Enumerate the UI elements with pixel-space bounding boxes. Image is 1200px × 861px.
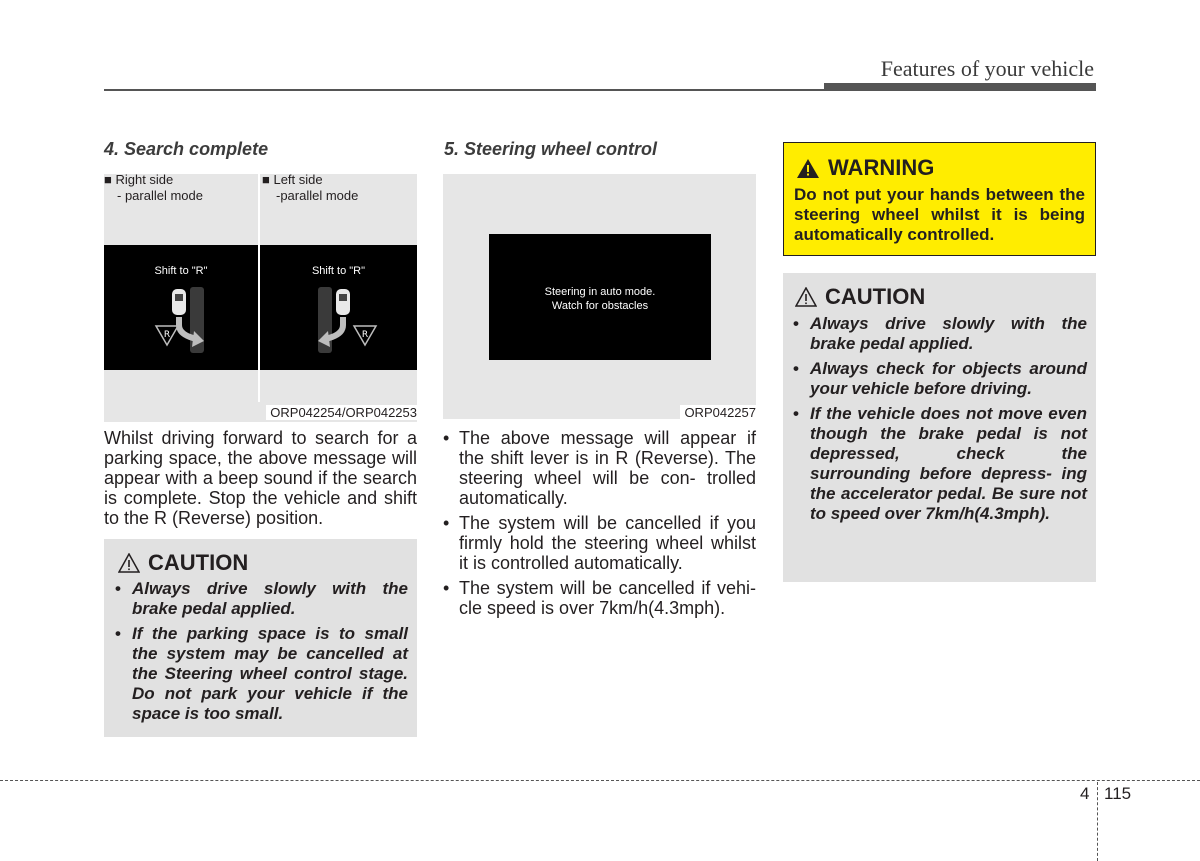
right-side-sub: - parallel mode — [117, 188, 203, 203]
left-side-label: ■ Left side — [262, 172, 323, 187]
caution-box-right — [783, 273, 1096, 582]
warning-text: Do not put your hands between the steering wheel whilst it is being automatically controlled. — [794, 185, 1085, 244]
screen-message: Shift to "R" — [154, 265, 208, 277]
caution-title — [118, 550, 248, 576]
caution-box-left — [104, 539, 417, 737]
caution-item: • Always drive slowly with the brake pedal applied. — [793, 314, 1087, 354]
warning-box — [783, 142, 1096, 256]
reverse-gear-icon — [154, 323, 180, 347]
left-side-sub: -parallel mode — [276, 188, 359, 203]
header-rule — [104, 89, 1096, 91]
footer-vertical-rule — [1097, 782, 1098, 861]
figure-label-left-side — [262, 172, 412, 204]
warning-title-text: WARNING — [828, 155, 935, 180]
chapter-number: 4 — [1080, 784, 1090, 803]
caution-item: • If the parking space is to small the system may be cancelled at the Steering wheel control stage. Do not park your vehicle if the space is too small. — [115, 624, 408, 724]
figure-steering-wheel-control — [443, 174, 756, 419]
caution-item: • Always drive slowly with the brake pedal applied. — [115, 579, 408, 619]
warning-title — [796, 155, 934, 181]
list-item: • The system will be cancelled if vehi- cle speed is over 7km/h(4.3mph). — [443, 578, 756, 618]
caution-title-text: CAUTION — [825, 284, 926, 309]
figure-search-complete — [104, 174, 417, 422]
caution-list — [793, 314, 1087, 529]
figure-label-right-side — [104, 172, 254, 204]
caution-item: • Always check for objects around your vehicle before driving. — [793, 359, 1087, 399]
display-screen-left — [260, 245, 417, 370]
page-number: 115 — [1104, 784, 1132, 803]
screen-line-2: Watch for obstacles — [551, 300, 649, 312]
caution-title-text: CAUTION — [148, 550, 249, 575]
right-side-label: ■ Right side — [104, 172, 174, 187]
figure-code: ORP042257 — [680, 405, 756, 420]
screen-message: Shift to "R" — [311, 265, 366, 277]
body-paragraph: Whilst driving forward to search for a parking space, the above message will appear with a beep sound if the search is complete. Stop the vehicle and shift to the R (Reverse) position. — [104, 428, 417, 528]
screen-line-1: Steering in auto mode. — [544, 286, 656, 298]
caution-icon — [118, 553, 140, 573]
reverse-gear-icon — [352, 323, 378, 347]
svg-text:R: R — [163, 330, 171, 340]
list-item: • The system will be cancelled if you firmly hold the steering wheel whilst it is controlled automatically. — [443, 513, 756, 573]
steering-bullets — [443, 428, 756, 623]
screen-message — [489, 285, 711, 313]
display-screen-right — [104, 245, 258, 370]
section-heading-search-complete: 4. Search complete — [104, 139, 269, 159]
svg-text:R: R — [361, 330, 369, 340]
page-header-title: Features of your vehicle — [880, 56, 1094, 81]
warning-icon — [796, 158, 820, 179]
caution-title — [795, 284, 925, 310]
figure-code: ORP042254/ORP042253 — [266, 405, 417, 420]
list-item: • The above message will appear if the shift lever is in R (Reverse). The steering wheel will be con- trolled automatically. — [443, 428, 756, 508]
caution-icon — [795, 287, 817, 307]
display-screen-steering — [489, 234, 711, 360]
caution-item: • If the vehicle does not move even though the brake pedal is not depressed, check the surrounding before depress- ing the accelerator pedal. Be sure not to speed over 7km/h(4.3mph). — [793, 404, 1087, 524]
caution-list — [115, 579, 408, 729]
section-heading-steering-wheel-control: 5. Steering wheel control — [444, 139, 658, 159]
footer-rule — [0, 780, 1200, 781]
